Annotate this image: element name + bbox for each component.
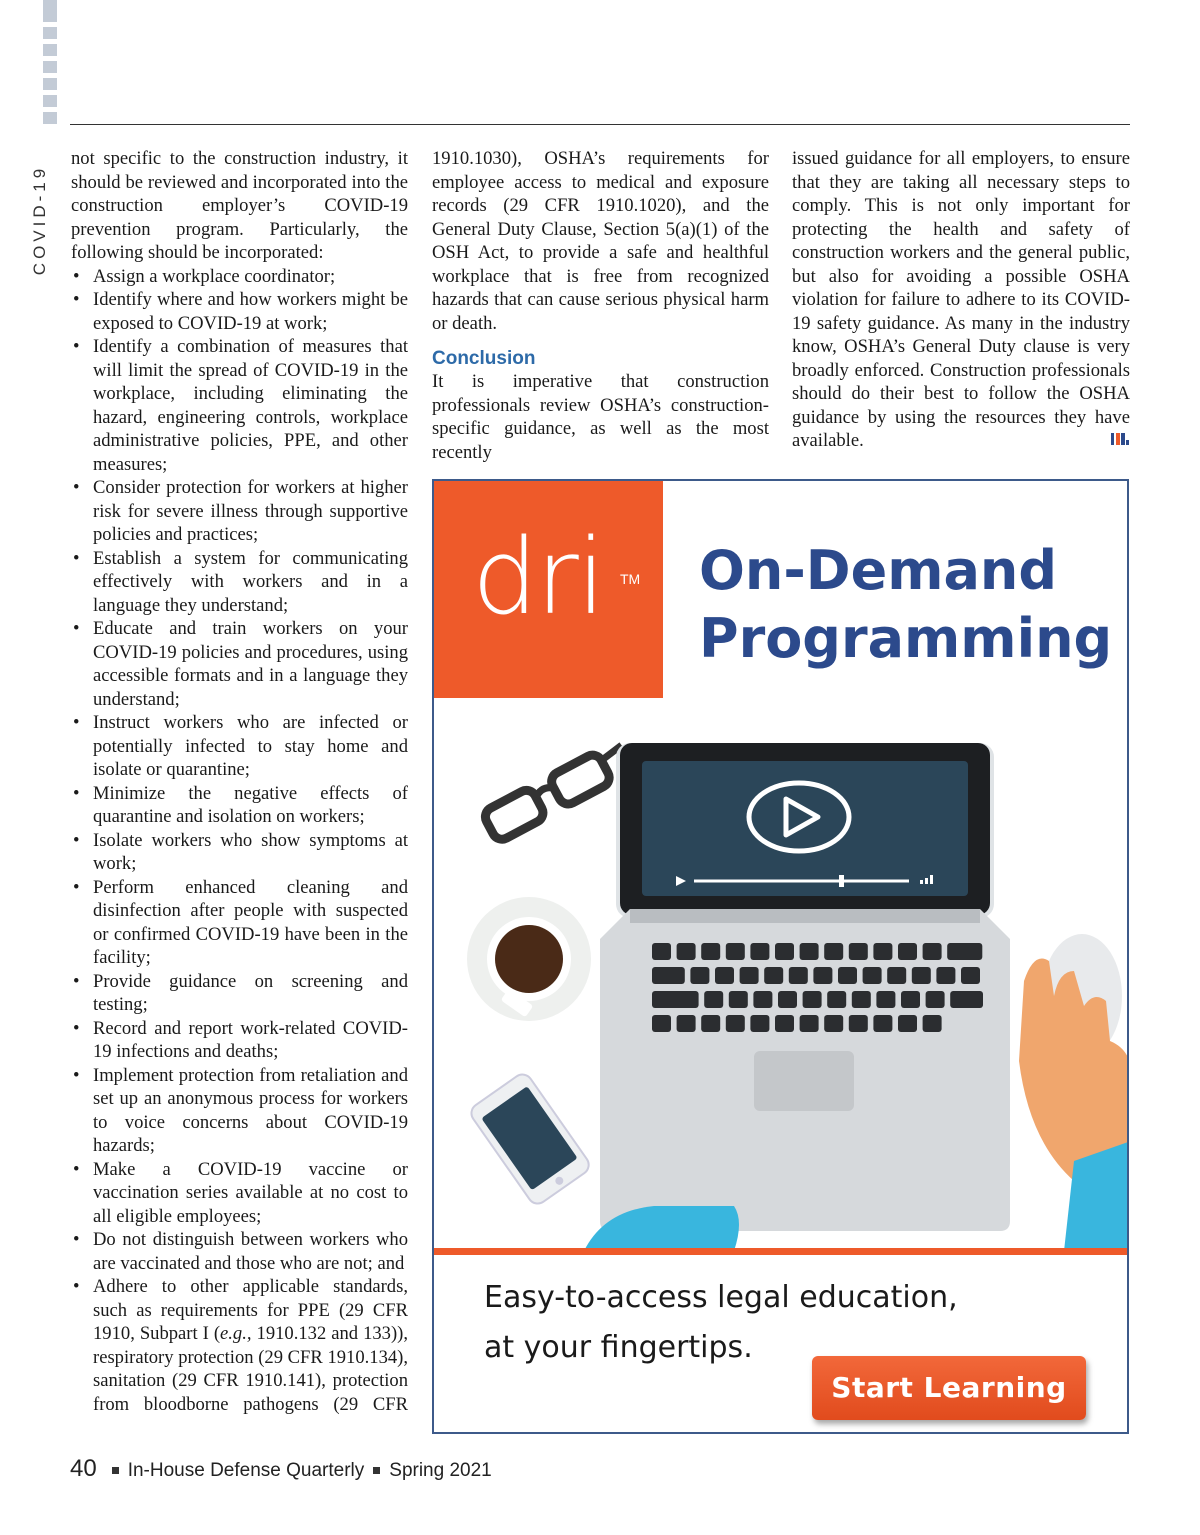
conclusion-heading: Conclusion (432, 348, 536, 369)
list-item: • Instruct workers who are infected or potentially infected to stay home and isolate or quarantine; (71, 711, 408, 782)
article-column-1 (71, 147, 408, 1416)
publication-name: In-House Defense Quarterly (127, 1460, 365, 1481)
list-item: • Record and report work-related COVID-19 infections and deaths; (71, 1017, 408, 1064)
list-item: • Implement protection from retaliation and set up an anonymous process for workers to voice concerns about COVID-19 hazards; (71, 1064, 408, 1158)
coffee-cup-icon (467, 897, 591, 1021)
dri-logo-box (434, 481, 663, 698)
article-column-2 (432, 147, 769, 464)
side-label-text: COVID-19 (30, 164, 49, 276)
list-item: • Consider protection for workers at higher risk for severe illness through supportive policies and practices; (71, 476, 408, 547)
article-column-3 (792, 147, 1130, 453)
section-side-label (30, 160, 50, 280)
start-learning-button[interactable]: Start Learning (812, 1356, 1086, 1420)
list-item: • Identify a combination of measures that will limit the spread of COVID-19 in the workplace, including eliminating the hazard, engineering controls, workplace administrative policies, PPE, and other measures; (71, 335, 408, 476)
glasses-icon (482, 740, 635, 843)
col2-text: 1910.1030), OSHA’s requirements for employee access to medical and exposure records (29 CFR 1910.1020), and the General Duty Clause, Section 5(a)(1) of the OSH Act, to provide a safe and healthful workplace that is free from recognized hazards that can cause serious physical harm or death. (432, 148, 769, 334)
laptop-desk-illustration (434, 721, 1129, 1251)
footer-separator (112, 1467, 119, 1474)
list-item: • Educate and train workers on your COVID-19 policies and procedures, using accessible formats and in a language they understand; (71, 617, 408, 711)
list-item: • Make a COVID-19 vaccine or vaccination series available at no cost to all eligible employees; (71, 1158, 408, 1229)
smartphone-icon (468, 1071, 593, 1208)
ad-tagline-line-1: Easy-to-access legal education, (484, 1280, 958, 1315)
page-footer (70, 1455, 492, 1483)
dri-trademark: TM (620, 571, 641, 587)
footer-separator (373, 1467, 380, 1474)
list-item: • Assign a workplace coordinator; (71, 265, 408, 289)
last-bullet-post: 1910.132 and 133)), respiratory protection (29 CFR 1910.134), sanitation (29 CFR 1910.141), protection from bloodborne pathogens (29 CFR (93, 1323, 409, 1415)
edge-decoration (43, 0, 57, 125)
list-item: • Establish a system for communicating effectively with workers and in a language they understand; (71, 547, 408, 618)
col1-intro: not specific to the construction industry, it should be reviewed and incorporated into the construction employer’s COVID-19 prevention program. Particularly, the following should be incorporated: (71, 148, 408, 263)
ad-tagline-line-2: at your fingertips. (484, 1330, 753, 1365)
col3-body: issued guidance for all employers, to ensure that they are taking all necessary steps to comply. This is not only important for protecting the health and safety of construction workers and the general public, but also for avoiding a possible OSHA violation for failure to adhere to its COVID-19 safety guidance. As many in the industry know, OSHA’s General Duty clause is very broadly enforced. Construction professionals should do their best to follow the OSHA guidance by using the resources they have available. (792, 148, 1130, 451)
ad-headline-line-2: Programming (699, 607, 1113, 670)
ad-headline-line-1: On-Demand (699, 539, 1058, 602)
conclusion-text: It is imperative that construction professionals review OSHA’s construction-specific guidance, as well as the most recently (432, 371, 769, 463)
last-bullet-em: e.g., (220, 1323, 252, 1344)
ad-headline (699, 537, 1112, 673)
issue-date: Spring 2021 (389, 1460, 492, 1481)
col1-bullet-list (71, 265, 408, 1417)
list-item: • Identify where and how workers might be exposed to COVID-19 at work; (71, 288, 408, 335)
top-rule (70, 124, 1130, 125)
mouse-hand-icon (1019, 934, 1129, 1251)
last-bullet-pre: Adhere to other applicable standards, such as requirements for PPE (29 CFR 1910, Subpart I ( (93, 1276, 408, 1344)
list-item: • Isolate workers who show symptoms at work; (71, 829, 408, 876)
dri-logo-text: dri (472, 516, 604, 638)
list-item-last (71, 1275, 408, 1416)
dri-advertisement (432, 479, 1129, 1434)
end-mark-icon (1110, 431, 1130, 447)
laptop-icon (600, 743, 1010, 1231)
list-item: • Provide guidance on screening and testing; (71, 970, 408, 1017)
page-number: 40 (70, 1455, 97, 1482)
list-item: • Minimize the negative effects of quarantine and isolation on workers; (71, 782, 408, 829)
list-item: • Do not distinguish between workers who are vaccinated and those who are not; and (71, 1228, 408, 1275)
col3-text (792, 147, 1130, 453)
list-item: • Perform enhanced cleaning and disinfection after people with suspected or confirmed COVID-19 have been in the facility; (71, 876, 408, 970)
ad-divider (434, 1248, 1129, 1255)
